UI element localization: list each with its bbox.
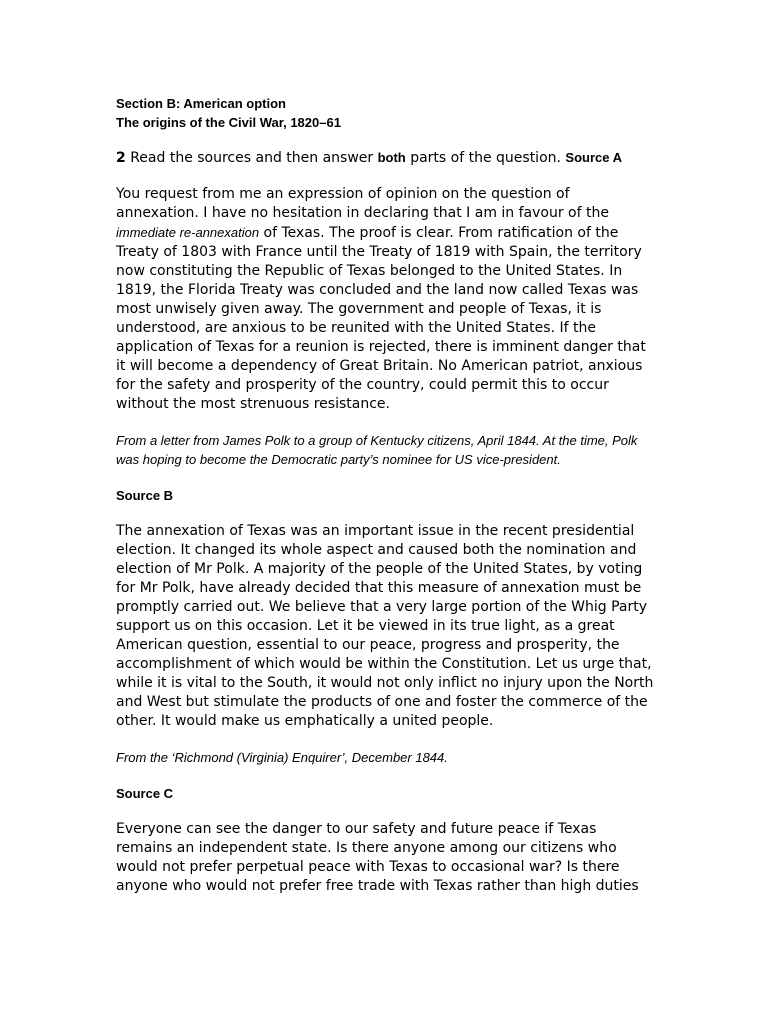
source-a-citation: From a letter from James Polk to a group of Kentucky citizens, April 1844. At the time, Polk was hoping to become the Democratic party’s nominee for US vice-president. [116, 433, 638, 467]
question-text-after: parts of the question. [405, 150, 566, 166]
source-b-citation: From the ‘Richmond (Virginia) Enquirer’, December 1844. [116, 750, 448, 765]
source-a-text [116, 185, 656, 414]
source-a-label: Source A [565, 150, 623, 165]
source-c-label: Source C [116, 786, 174, 801]
question-number: 2 [116, 150, 126, 166]
section-title: Section B: American option [116, 96, 286, 111]
question-text-before: Read the sources and then answer [125, 150, 378, 166]
document-page [116, 94, 656, 896]
question-prompt [116, 148, 656, 168]
source-b-text: The annexation of Texas was an important issue in the recent presidential election. It changed its whole aspect and caused both the nomination and election of Mr Polk. A majority of the people of the United States, by voting for Mr Polk, have already decided that this measure of annexation must be promptly carried out. We believe that a very large portion of the Whig Party support us on this occasion. Let it be viewed in its true light, as a great American question, essential to our peace, progress and prosperity, the accomplishment of which would be within the Constitution. Let us urge that, while it is vital to the South, it would not only inflict no injury upon the North and West but stimulate the products of one and foster the commerce of the other. It would make us emphatically a united people. [116, 523, 654, 729]
source-a-text-1: You request from me an expression of opinion on the question of annexation. I have no hesitation in declaring that I am in favour of the [116, 186, 609, 221]
question-emphasis: both [377, 150, 406, 165]
source-a-italic: immediate re-annexation [116, 225, 260, 240]
section-subtitle: The origins of the Civil War, 1820–61 [116, 115, 341, 130]
source-b-label: Source B [116, 488, 174, 503]
source-a-text-2: of Texas. The proof is clear. From ratification of the Treaty of 1803 with France until the Treaty of 1819 with Spain, the territory now constituting the Republic of Texas belonged to the United States. In 1819, the Florida Treaty was concluded and the land now called Texas was most unwisely given away. The government and people of Texas, it is understood, are anxious to be reunited with the United States. If the application of Texas for a reunion is rejected, there is imminent danger that it will become a dependency of Great Britain. No American patriot, anxious for the safety and prosperity of the country, could permit this to occur without the most strenuous resistance. [116, 225, 646, 412]
source-c-text: Everyone can see the danger to our safety and future peace if Texas remains an independent state. Is there anyone among our citizens who would not prefer perpetual peace with Texas to occasional war? Is there anyone who would not prefer free trade with Texas rather than high duties [116, 821, 639, 894]
